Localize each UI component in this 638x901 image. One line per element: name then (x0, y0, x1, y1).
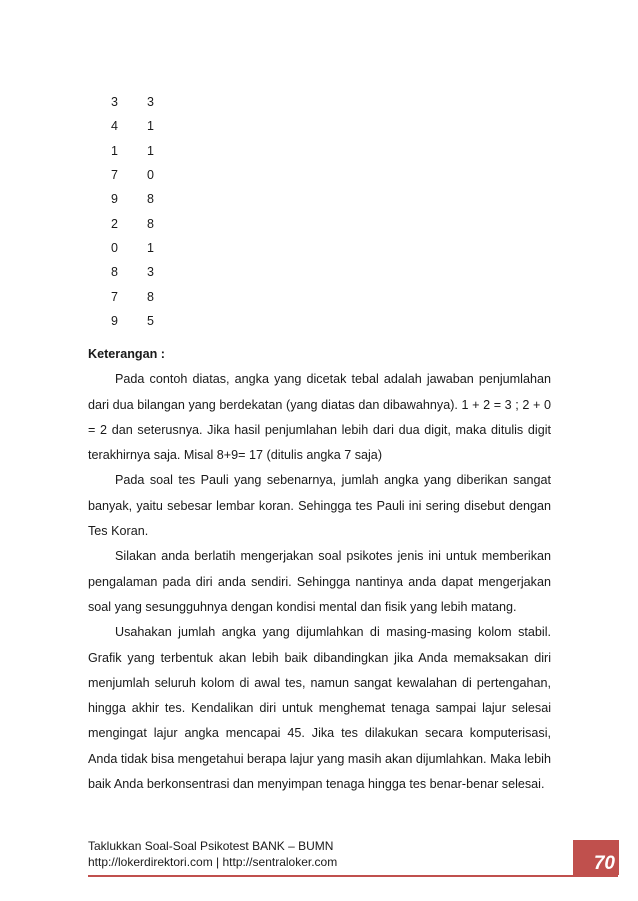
number-row (111, 90, 167, 114)
number-cell-left: 9 (111, 192, 118, 207)
number-row (111, 139, 167, 163)
number-row (111, 236, 167, 260)
number-row (111, 309, 167, 333)
number-cell-left: 1 (111, 143, 118, 158)
footer-links: http://lokerdirektori.com | http://sentraloker.com (88, 855, 338, 869)
number-cell-right: 8 (147, 216, 154, 231)
number-cell-left: 9 (111, 313, 118, 328)
page-number: 70 (573, 840, 619, 875)
number-cell-right: 3 (147, 265, 154, 280)
number-row (111, 260, 167, 284)
number-cell-right: 3 (147, 95, 154, 110)
number-cell-left: 7 (111, 289, 118, 304)
paragraph: Usahakan jumlah angka yang dijumlahkan di masing-masing kolom stabil. Grafik yang terbentuk akan lebih baik dibandingkan jika Anda memaksakan diri menjumlah seluruh kolom di awal tes, namun sangat kewalahan di pertengahan, hingga akhir tes. Kendalikan diri untuk menghemat tenaga sampai lajur selesai mengingat lajur angka mencapai 45. Jika tes dilakukan secara komputerisasi, Anda tidak bisa mengetahui berapa lajur yang masih akan dijumlahkan. Maka lebih baik Anda berkonsentrasi dan menyimpan tenaga hingga tes benar-benar selesai. (88, 625, 551, 792)
number-cell-right: 8 (147, 192, 154, 207)
number-cell-right: 1 (147, 119, 154, 134)
paragraph: Pada contoh diatas, angka yang dicetak tebal adalah jawaban penjumlahan dari dua bilangan yang berdekatan (yang diatas dan dibawahnya). 1 + 2 = 3 ; 2 + 0 = 2 dan seterusnya. Jika hasil penjumlahan lebih dari dua digit, maka ditulis digit terakhirnya saja. Misal 8+9= 17 (ditulis angka 7 saja) (88, 372, 551, 463)
number-cell-left: 8 (111, 265, 118, 280)
number-cell-right: 8 (147, 289, 154, 304)
keterangan-heading: Keterangan : (88, 347, 165, 361)
number-cell-right: 1 (147, 143, 154, 158)
content (88, 342, 551, 797)
footer-title: Taklukkan Soal-Soal Psikotest BANK – BUMN (88, 839, 334, 853)
paragraph: Pada soal tes Pauli yang sebenarnya, jumlah angka yang diberikan sangat banyak, yaitu sebesar lembar koran. Sehingga tes Pauli ini sering disebut dengan Tes Koran. (88, 473, 551, 539)
footer-divider (88, 875, 618, 877)
number-cell-left: 4 (111, 119, 118, 134)
number-cell-left: 0 (111, 240, 118, 255)
number-cell-left: 7 (111, 168, 118, 183)
number-row (111, 284, 167, 308)
number-table (111, 90, 167, 333)
number-cell-right: 0 (147, 168, 154, 183)
paragraph: Silakan anda berlatih mengerjakan soal psikotes jenis ini untuk memberikan pengalaman pada diri anda sendiri. Sehingga nantinya anda dapat mengerjakan soal yang sesungguhnya dengan kondisi mental dan fisik yang lebih matang. (88, 549, 551, 614)
number-row (111, 187, 167, 211)
number-cell-left: 2 (111, 216, 118, 231)
number-row (111, 163, 167, 187)
number-cell-left: 3 (111, 95, 118, 110)
number-row (111, 211, 167, 235)
number-cell-right: 5 (147, 313, 154, 328)
footer (88, 838, 628, 870)
number-cell-right: 1 (147, 240, 154, 255)
number-row (111, 114, 167, 138)
